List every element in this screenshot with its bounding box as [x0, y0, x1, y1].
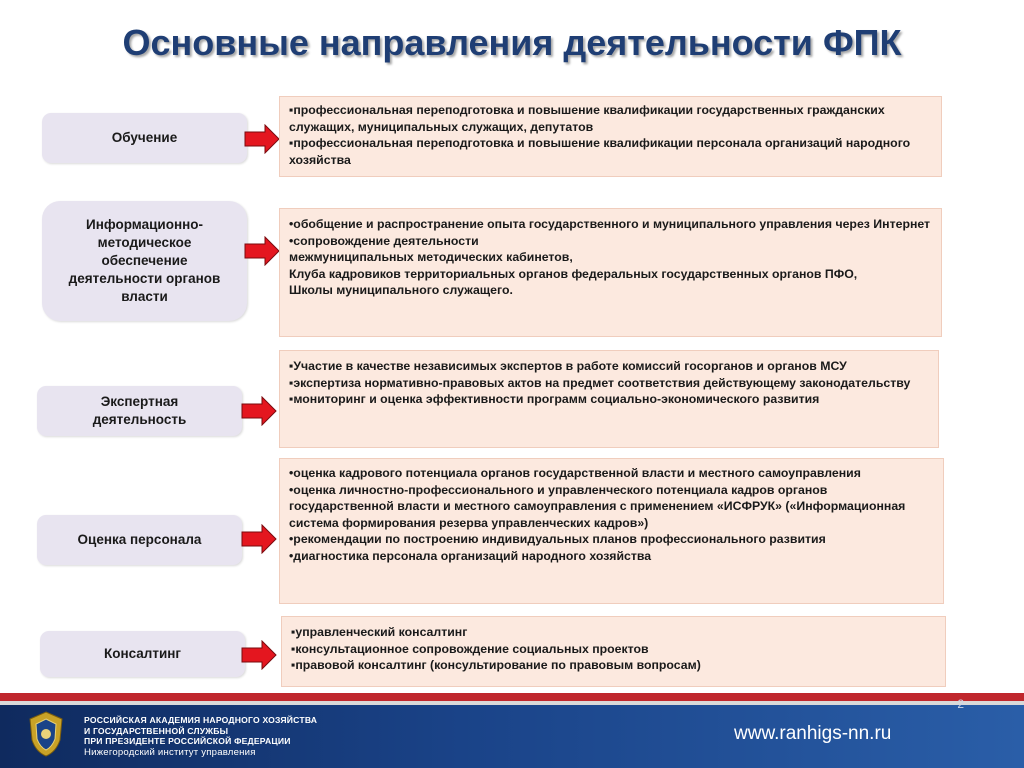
right-arrow-icon — [240, 396, 278, 426]
list-item: Клуба кадровиков территориальных органов федеральных государственных органов ПФО, — [289, 266, 858, 281]
label-text: Обучение — [111, 130, 178, 145]
content-obuchenie — [279, 96, 942, 177]
item-list — [289, 216, 931, 299]
list-item: ▪Участие в качестве независимых экспертов в работе комиссий госорганов и органов МСУ — [289, 359, 847, 373]
page-number: 2 — [957, 697, 964, 711]
institute-name: Нижегородский институт управления — [84, 746, 256, 758]
item-list — [289, 102, 931, 168]
list-item: ▪управленческий консалтинг — [291, 625, 468, 639]
label-consulting — [40, 631, 245, 677]
item-list — [291, 624, 935, 674]
label-text: Информационно-методическое обеспечение деятельности органов власти — [68, 217, 221, 304]
list-item: •рекомендации по построению индивидуальных планов профессионального развития — [289, 532, 826, 547]
footer-accent-line — [0, 693, 1024, 701]
content-personnel — [279, 458, 944, 604]
label-text: Консалтинг — [103, 646, 182, 661]
org-name-line: И ГОСУДАРСТВЕННОЙ СЛУЖБЫ — [84, 725, 229, 736]
list-item: ▪консультационное сопровождение социальных проектов — [291, 641, 649, 656]
label-text: Оценка персонала — [77, 532, 202, 547]
label-text: Экспертная деятельность — [92, 394, 187, 427]
right-arrow-icon — [240, 524, 278, 554]
list-item: ▪правовой консалтинг (консультирование по правовым вопросам) — [291, 658, 701, 673]
list-item: •сопровождение деятельности — [289, 233, 479, 248]
website-link[interactable]: www.ranhigs-nn.ru — [734, 723, 892, 744]
right-arrow-icon — [243, 236, 281, 266]
content-info-method — [279, 208, 942, 337]
label-personnel — [37, 515, 242, 565]
list-item: ▪экспертиза нормативно-правовых актов на предмет соответствия действующему законодательству — [289, 375, 911, 390]
org-name-line: ПРИ ПРЕЗИДЕНТЕ РОССИЙСКОЙ ФЕДЕРАЦИИ — [84, 736, 291, 746]
list-item: ▪профессиональная переподготовка и повышение квалификации государственных гражданских служащих, муниципальных служащих, депутатов — [289, 103, 885, 134]
crest-icon — [26, 710, 66, 758]
label-info-method — [42, 201, 247, 321]
list-item: •оценка кадрового потенциала органов государственной власти и местного самоуправления — [289, 466, 861, 480]
item-list — [289, 358, 928, 408]
item-list — [289, 465, 933, 565]
right-arrow-icon — [243, 124, 281, 154]
org-name-block — [84, 715, 317, 759]
label-expert — [37, 386, 242, 436]
list-item: Школы муниципального служащего. — [289, 283, 513, 298]
label-obuchenie — [42, 113, 247, 163]
list-item: •обобщение и распространение опыта государственного и муниципального управления через Интернет — [289, 217, 931, 231]
list-item: •диагностика персонала организаций народного хозяйства — [289, 548, 652, 563]
list-item: межмуниципальных методических кабинетов, — [289, 250, 573, 265]
footer-divider — [0, 701, 1024, 705]
slide-title: Основные направления деятельности ФПК — [122, 22, 902, 63]
list-item: •оценка личностно-профессионального и управленческого потенциала кадров органов государственной власти и местного самоуправления с применением «ИСФРУК» («Информационная система формирования резерва управленческих кадров») — [289, 482, 906, 530]
list-item: ▪профессиональная переподготовка и повышение квалификации персонала организаций народного хозяйства — [289, 136, 911, 167]
right-arrow-icon — [240, 640, 278, 670]
list-item: ▪мониторинг и оценка эффективности программ социально-экономического развития — [289, 392, 820, 407]
content-expert — [279, 350, 939, 448]
org-name-line: РОССИЙСКАЯ АКАДЕМИЯ НАРОДНОГО ХОЗЯЙСТВА — [84, 715, 318, 725]
content-consulting — [281, 616, 946, 687]
